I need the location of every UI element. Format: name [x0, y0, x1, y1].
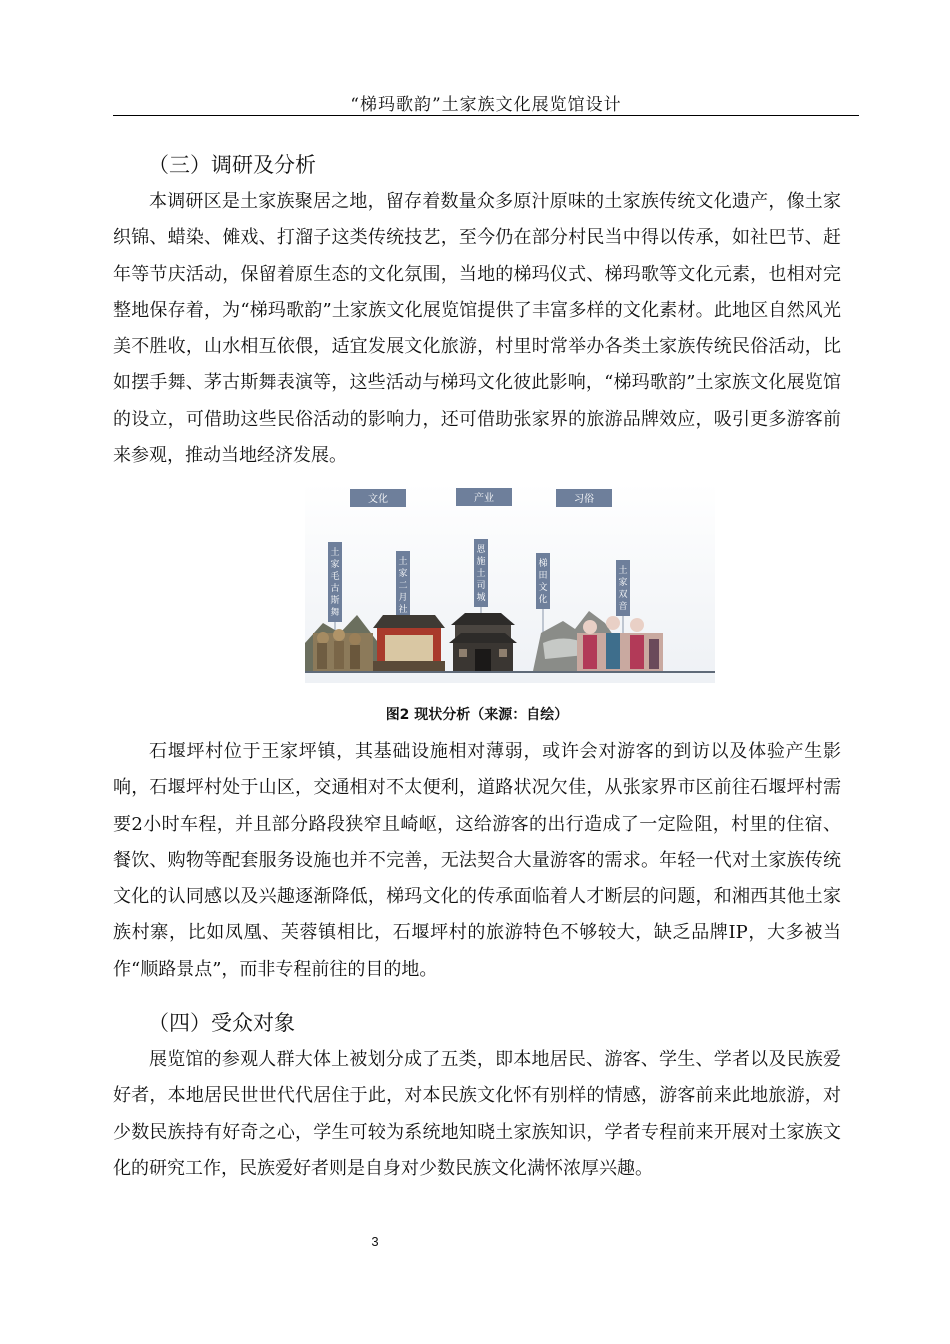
figure-top-label-customs — [556, 489, 612, 507]
figure-banner-tusi-city-label: 恩施土司城 — [476, 545, 486, 603]
figure-current-analysis — [305, 483, 715, 683]
figure-stage — [373, 615, 445, 671]
figure-banner-maogusi — [328, 542, 342, 633]
section-heading-research: （三）调研及分析 — [148, 153, 316, 177]
page-number: 3 — [371, 1234, 379, 1249]
figure-caption: 图2 现状分析（来源：自绘） — [385, 707, 569, 723]
figure-dancers — [313, 629, 373, 671]
svg-text:习俗: 习俗 — [574, 494, 594, 505]
paragraph-site-issues: 石堰坪村位于王家坪镇，其基础设施相对薄弱，或许会对游客的到访以及体验产生影响，石堰坪村处于山区，交通相对不太便利，道路状况欠佳，从张家界市区前往石堰坪村需要2小时车程，并且部分路段狭窄且崎岖，这给游客的出行造成了一定险阻，村里的住宿、餐饮、购物等配套服务设施也并不完善，无法契合大量游客的需求。年轻一代对土家族传统文化的认同感以及兴趣逐渐降低，梯玛文化的传承面临着人才断层的问题，和湘西其他土家族村寨，比如凤凰、芙蓉镇相比，石堰坪村的旅游特色不够较大，缺乏品牌IP，大多被当作“顺路景点”，而非专程前往的目的地。 — [113, 741, 841, 980]
section-heading-audience: （四）受众对象 — [148, 1011, 295, 1035]
figure-banner-shuangyin-label: 土家双音 — [618, 566, 628, 612]
paragraph-audience: 展览馆的参观人群大体上被划分成了五类，即本地居民、游客、学生、学者以及民族爱好者，本地居民世世代代居住于此，对本民族文化怀有别样的情感，游客前来此地旅游，对少数民族持有好奇之心，学生可较为系统地知晓土家族知识，学者专程前来开展对土家族文化的研究工作，民族爱好者则是自身对少数民族文化满怀浓厚兴趣。 — [113, 1049, 841, 1179]
figure-banner-she-festival-label: 土家二月社 — [398, 557, 408, 615]
figure-banner-maogusi-label: 土家毛古斯舞 — [330, 548, 340, 618]
svg-text:文化: 文化 — [368, 494, 388, 505]
running-header: “梯玛歌韵”土家族文化展览馆设计 — [350, 95, 622, 115]
figure-tusi-city — [449, 613, 517, 671]
figure-top-label-culture — [350, 489, 406, 507]
figure-banner-terrace-label: 梯田文化 — [538, 559, 548, 605]
paragraph-research: 本调研区是土家族聚居之地，留存着数量众多原汁原味的土家族传统文化遗产，像土家织锦、蜡染、傩戏、打溜子这类传统技艺，至今仍在部分村民当中得以传承，如社巴节、赶年等节庆活动，保留着原生态的文化氛围，当地的梯玛仪式、梯玛歌等文化元素，也相对完整地保存着，为“梯玛歌韵”土家族文化展览馆提供了丰富多样的文化素材。此地区自然风光美不胜收，山水相互依偎，适宜发展文化旅游，村里时常举办各类土家族传统民俗活动，比如摆手舞、茅古斯舞表演等，这些活动与梯玛文化彼此影响，“梯玛歌韵”土家族文化展览馆的设立，可借助这些民俗活动的影响力，还可借助张家界的旅游品牌效应，吸引更多游客前来参观，推动当地经济发展。 — [113, 191, 841, 467]
figure-baseline — [305, 671, 715, 673]
header-rule — [113, 115, 859, 116]
svg-text:产业: 产业 — [474, 493, 494, 504]
figure-top-label-industry — [456, 488, 512, 506]
